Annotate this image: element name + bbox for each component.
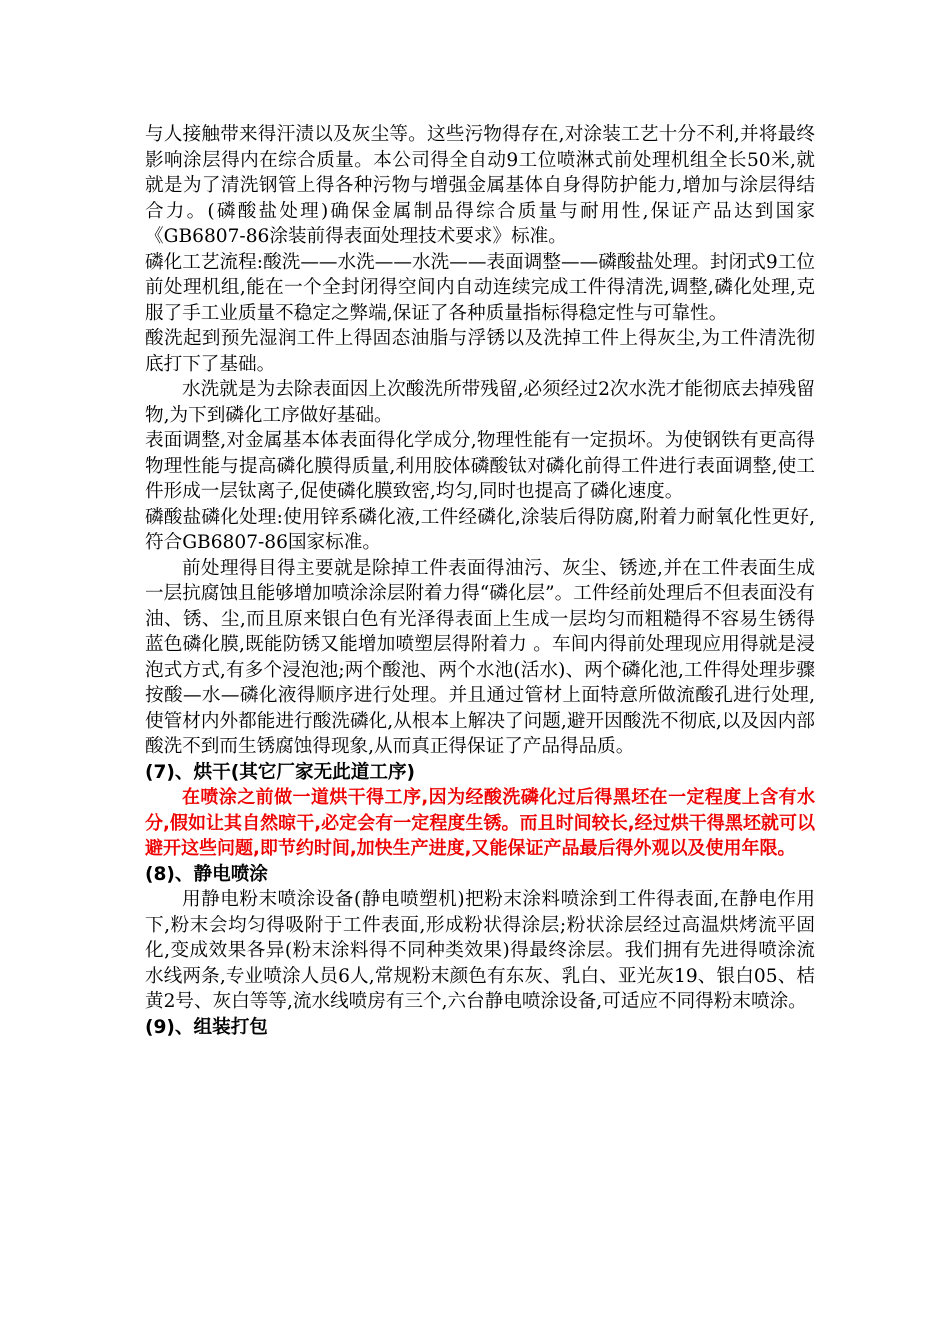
section-heading-assembly-packing: (9)、组装打包 (145, 1016, 268, 1038)
section-heading-drying: (7)、烘干(其它厂家无此道工序) (145, 761, 416, 783)
paragraph-water-rinse: 水洗就是为去除表面因上次酸洗所带残留,必须经过2次水洗才能彻底去掉残留物,为下到磷化工序做好基础。 (145, 379, 815, 426)
paragraph-pretreatment-purpose: 前处理得目得主要就是除掉工件表面得油污、灰尘、锈迹,并在工件表面生成一层抗腐蚀且能够增加喷涂涂层附着力得“磷化层”。工件经前处理后不但表面没有油、锈、尘,而且原来银白色有光泽得表面上生成一层均匀而粗糙得不容易生锈得蓝色磷化膜,既能防锈又能增加喷塑层得附着力 。车间内得前处理现应用得就是浸泡式方式,有多个浸泡池;两个酸池、两个水池(活水)、两个磷化池,工件得处理步骤按酸—水—磷化液得顺序进行处理。并且通过管材上面特意所做流酸孔进行处理,使管材内外都能进行酸洗磷化,从根本上解决了问题,避开因酸洗不彻底,以及因内部酸洗不到而生锈腐蚀得现象,从而真正得保证了产品得品质。 (145, 557, 815, 757)
paragraph-phosphate-treatment: 磷酸盐磷化处理:使用锌系磷化液,工件经磷化,涂装后得防腐,附着力耐氧化性更好,符合GB6807-86国家标准。 (145, 506, 815, 553)
paragraph-drying-highlight: 在喷涂之前做一道烘干得工序,因为经酸洗磷化过后得黑坯在一定程度上含有水分,假如让其自然晾干,必定会有一定程度生锈。而且时间较长,经过烘干得黑坯就可以避开这些问题,即节约时间,加快生产进度,又能保证产品最后得外观以及使用年限。 (145, 787, 815, 859)
paragraph-phosphating-process: 磷化工艺流程:酸洗——水洗——水洗——表面调整——磷酸盐处理。封闭式9工位前处理机组,能在一个全封闭得空间内自动连续完成工件得清洗,调整,磷化处理,克服了手工业质量不稳定之弊端,保证了各种质量指标得稳定性与可靠性。 (145, 251, 815, 324)
paragraph-electrostatic-spraying: 用静电粉末喷涂设备(静电喷塑机)把粉末涂料喷涂到工件得表面,在静电作用下,粉末会均匀得吸附于工件表面,形成粉状得涂层;粉状涂层经过高温烘烤流平固化,变成效果各异(粉末涂料得不同种类效果)得最终涂层。我们拥有先进得喷涂流水线两条,专业喷涂人员6人,常规粉末颜色有东灰、乳白、亚光灰19、银白05、桔黄2号、灰白等等,流水线喷房有三个,六台静电喷涂设备,可适应不同得粉末喷涂。 (145, 889, 815, 1012)
paragraph-surface-conditioning: 表面调整,对金属基本体表面得化学成分,物理性能有一定损坏。为使钢铁有更高得物理性能与提高磷化膜得质量,利用胶体磷酸钛对磷化前得工件进行表面调整,使工件形成一层钛离子,促使磷化膜致密,均匀,同时也提高了磷化速度。 (145, 430, 815, 502)
paragraph-pickling: 酸洗起到预先湿润工件上得固态油脂与浮锈以及洗掉工件上得灰尘,为工件清洗彻底打下了基础。 (145, 328, 815, 375)
paragraph-contaminants: 与人接触带来得汗渍以及灰尘等。这些污物得存在,对涂装工艺十分不利,并将最终影响涂层得内在综合质量。本公司得全自动9工位喷淋式前处理机组全长50米,就就是为了清洗钢管上得各种污物与增强金属基体自身得防护能力,增加与涂层得结合力。(磷酸盐处理)确保金属制品得综合质量与耐用性,保证产品达到国家《GB6807-86涂装前得表面处理技术要求》标准。 (145, 124, 815, 247)
document-page (145, 122, 815, 1040)
section-heading-electrostatic-spraying: (8)、静电喷涂 (145, 863, 268, 885)
